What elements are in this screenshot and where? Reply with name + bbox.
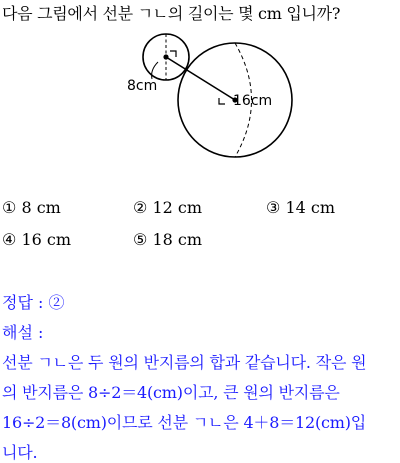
choice-3-number: ③ xyxy=(266,198,281,217)
choice-4[interactable] xyxy=(2,230,71,249)
small-circle-label: 8cm xyxy=(127,78,158,94)
choice-1[interactable] xyxy=(2,198,61,217)
explanation-line-3: 16÷2＝8(cm)이므로 선분 ㄱㄴ은 4＋8＝12(cm)입 xyxy=(2,413,367,432)
answer-label: 정답 : ② xyxy=(2,293,65,312)
choice-5[interactable] xyxy=(133,230,202,249)
large-circle-label: 16cm xyxy=(233,93,273,109)
choice-3-text: 14 cm xyxy=(285,198,336,217)
question-text: 다음 그림에서 선분 ㄱㄴ의 길이는 몇 cm 입니까? xyxy=(2,4,341,23)
small-center-point xyxy=(163,54,168,59)
right-angle-mark-small xyxy=(170,51,176,57)
circles-figure xyxy=(0,0,400,170)
choice-2-number: ② xyxy=(133,198,148,217)
explanation-line-4: 니다. xyxy=(2,443,38,462)
explanation-label: 해설 : xyxy=(2,323,44,342)
choice-2-text: 12 cm xyxy=(152,198,203,217)
choice-3[interactable] xyxy=(266,198,335,217)
choice-4-text: 16 cm xyxy=(21,230,72,249)
choice-1-text: 8 cm xyxy=(21,198,61,217)
choice-5-text: 18 cm xyxy=(152,230,203,249)
choice-1-number: ① xyxy=(2,198,17,217)
choice-2[interactable] xyxy=(133,198,202,217)
choice-5-number: ⑤ xyxy=(133,230,148,249)
choice-4-number: ④ xyxy=(2,230,17,249)
explanation-line-1: 선분 ㄱㄴ은 두 원의 반지름의 합과 같습니다. 작은 원 xyxy=(2,353,367,372)
explanation-line-2: 의 반지름은 8÷2＝4(cm)이고, 큰 원의 반지름은 xyxy=(2,383,340,402)
right-angle-mark-large xyxy=(219,98,225,104)
segment-line xyxy=(166,57,235,100)
